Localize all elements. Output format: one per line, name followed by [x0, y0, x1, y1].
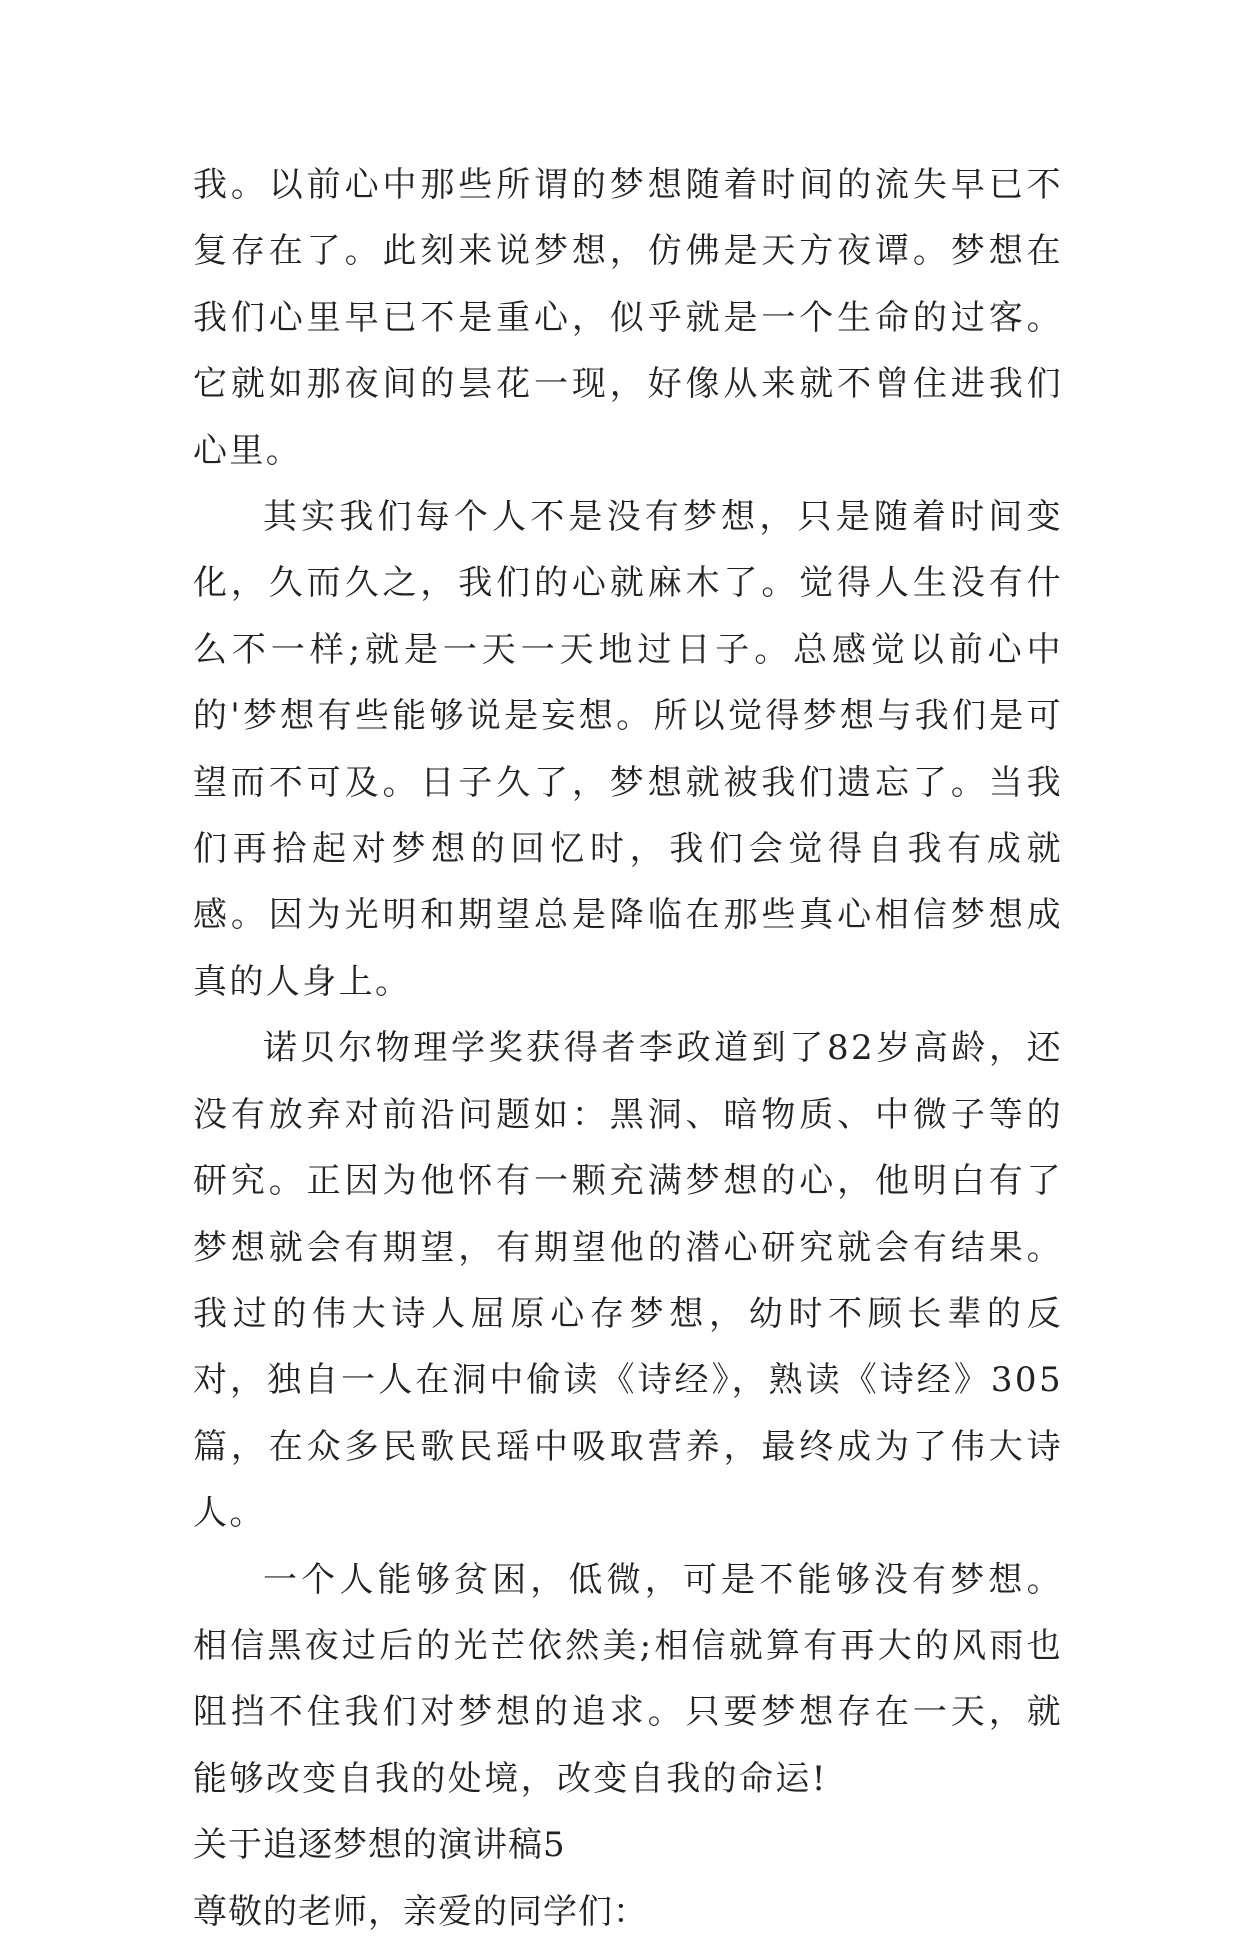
paragraph-dreams-numbness: 其实我们每个人不是没有梦想，只是随着时间变化，久而久之，我们的心就麻木了。觉得人生没有什么不一样;就是一天一天地过日子。总感觉以前心中的'梦想有些能够说是妄想。所以觉得梦想与我们是可望而不可及。日子久了，梦想就被我们遗忘了。当我们再拾起对梦想的回忆时，我们会觉得自我有成就感。因为光明和期望总是降临在那些真心相信梦想成真的人身上。 [193, 497, 1063, 1002]
document-body [193, 152, 1063, 1945]
speech-title: 关于追逐梦想的演讲稿5 [193, 1825, 566, 1866]
paragraph-poverty-dreams: 一个人能够贫困，低微，可是不能够没有梦想。相信黑夜过后的光芒依然美;相信就算有再大的风雨也阻挡不住我们对梦想的追求。只要梦想存在一天，就能够改变自我的处境，改变自我的命运! [193, 1559, 1063, 1799]
paragraph-continuation: 我。以前心中那些所谓的梦想随着时间的流失早已不复存在了。此刻来说梦想，仿佛是天方夜谭。梦想在我们心里早已不是重心，似乎就是一个生命的过客。它就如那夜间的昙花一现，好像从来就不曾住进我们心里。 [193, 165, 1063, 471]
paragraph-li-zhengdao-quyuan: 诺贝尔物理学奖获得者李政道到了82岁高龄，还没有放弃对前沿问题如：黑洞、暗物质、中微子等的研究。正因为他怀有一颗充满梦想的心，他明白有了梦想就会有期望，有期望他的潜心研究就会有结果。我过的伟大诗人屈原心存梦想，幼时不顾长辈的反对，独自一人在洞中偷读《诗经》，熟读《诗经》305篇，在众多民歌民瑶中吸取营养，最终成为了伟大诗人。 [193, 1028, 1063, 1534]
salutation: 尊敬的老师，亲爱的同学们： [193, 1891, 648, 1932]
